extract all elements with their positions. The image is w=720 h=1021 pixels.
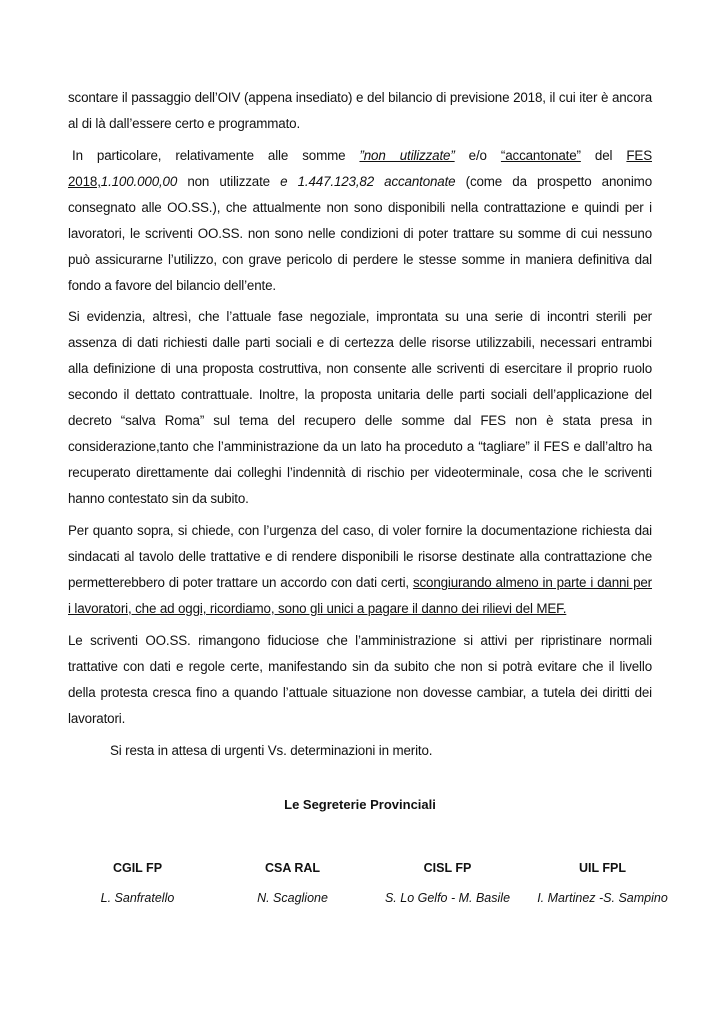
p2-e: e: [280, 174, 298, 189]
paragraph-intro-continuation: scontare il passaggio dell’OIV (appena insediato) e del bilancio di previsione 2018, il cui iter è ancora al di là dall’essere certo e programmato.: [68, 90, 652, 131]
signatures: [60, 858, 680, 908]
p2-eo: e/o: [454, 148, 501, 163]
signature-org: CGIL FP: [112, 861, 163, 875]
signature-names: L. Sanfratello: [100, 891, 175, 905]
paragraph-confidence: Le scriventi OO.SS. rimangono fiduciose che l’amministrazione si attivi per ripristinare normali trattative con dati e regole certe, manifestando sin da subito che non si potrà evitare che il livello della protesta cresca fino a quando l’attuale situazione non dovesse cambiar, a tutela dei diritti dei lavoratori.: [68, 633, 652, 726]
paragraph-awaiting: Si resta in attesa di urgenti Vs. determinazioni in merito.: [110, 743, 433, 758]
p4-plain: Per quanto sopra, si chiede, con l’urgenza del caso, di voler fornire la documentazione richiesta dai sindacati al tavolo delle trattative e di rendere disponibili le risorse destinate alla contrattazione che permetterebbero di poter trattare un accordo con dati certi,: [68, 523, 652, 590]
p2-del: del: [580, 148, 627, 163]
p2-amount-non-utilizzate: 1.100.000,00: [100, 174, 178, 189]
signature-csa-ral: [215, 858, 370, 908]
signature-uil-fpl: [525, 858, 680, 908]
signature-names: N. Scaglione: [257, 891, 328, 905]
p2-fes-2018: FES 2018,: [68, 148, 652, 189]
p2-non-utilizzate: ”non utilizzate”: [359, 148, 455, 163]
p2-accantonate: “accantonate”: [500, 148, 581, 163]
p4-underlined: scongiurando almeno in parte i danni per i lavoratori, che ad oggi, ricordiamo, sono gli unici a pagare il danno dei rilievi del MEF.: [68, 575, 652, 616]
p2-amount-accantonate: 1.447.123,82 accantonate: [297, 174, 456, 189]
signature-org: CSA RAL: [264, 861, 321, 875]
signature-org: CISL FP: [423, 861, 472, 875]
p2-rest: (come da prospetto anonimo consegnato alle OO.SS.), che attualmente non sono disponibili nella contrattazione e quindi per i lavoratori, le scriventi OO.SS. non sono nelle condizioni di poter trattare su somme di cui nessuno può assicurarne l’utilizzo, con grave pericolo di perdere le stesse somme in maniera definitiva dal fondo a favore del bilancio dell’ente.: [68, 174, 652, 293]
paragraph-request: [68, 518, 652, 622]
paragraph-negotiation-phase: Si evidenzia, altresì, che l’attuale fase negoziale, improntata su una serie di incontri sterili per assenza di dati richiesti dalle parti sociali e di certezza delle risorse utilizzabili, necessari entrambi alla definizione di una proposta costruttiva, non consente alle scriventi di esercitare il proprio ruolo secondo il dettato contrattuale. Inoltre, la proposta unitaria delle parti sociali dell’applicazione del decreto “salva Roma” sul tema del recupero delle somme dal FES non è stata presa in considerazione,tanto che l’amministrazione da un lato ha proceduto a “tagliare” il FES e dall’altro ha recuperato direttamente dai colleghi l’indennità di rischio per videoterminale, cosa che le scriventi hanno contestato sin da subito.: [68, 309, 652, 506]
signature-names: I. Martinez -S. Sampino: [537, 891, 668, 905]
paragraph-fes-sums: [68, 143, 652, 299]
p2-non-util-text: non utilizzate: [177, 174, 281, 189]
signature-cgil-fp: [60, 858, 215, 908]
signature-org: UIL FPL: [579, 861, 626, 875]
closing-title: Le Segreterie Provinciali: [284, 797, 436, 812]
signature-names: S. Lo Gelfo - M. Basile: [384, 891, 511, 905]
p2-intro: In particolare, relativamente alle somme: [72, 148, 360, 163]
signature-cisl-fp: [370, 858, 525, 908]
